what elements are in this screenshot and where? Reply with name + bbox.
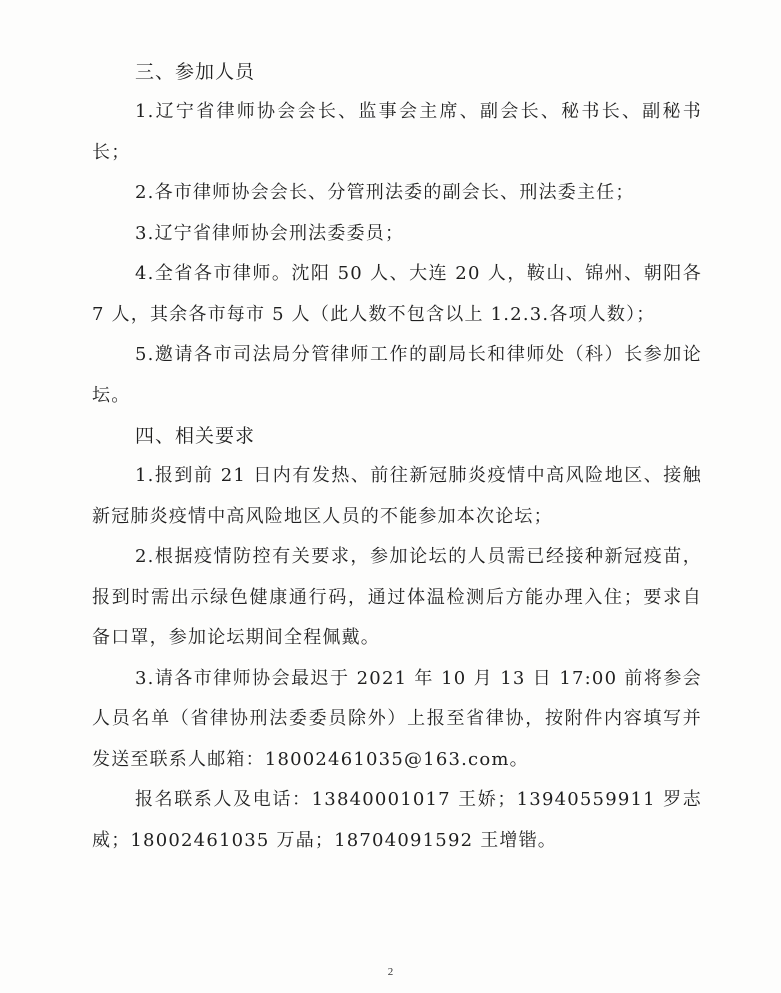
- requirements-item-2: 2.根据疫情防控有关要求，参加论坛的人员需已经接种新冠疫苗，报到时需出示绿色健康通行码，通过体温检测后方能办理入住；要求自备口罩，参加论坛期间全程佩戴。: [92, 546, 702, 648]
- participants-item-2: 2.各市律师协会会长、分管刑法委的副会长、刑法委主任；: [135, 182, 635, 203]
- requirements-item-1: 1.报到前 21 日内有发热、前往新冠肺炎疫情中高风险地区、接触新冠肺炎疫情中高风险地区人员的不能参加本次论坛；: [92, 465, 702, 527]
- participants-item-3: 3.辽宁省律师协会刑法委委员；: [135, 222, 405, 244]
- participants-item-4: 4.全省各市律师。沈阳 50 人、大连 20 人，鞍山、锦州、朝阳各 7 人，其余各市每市 5 人（此人数不包含以上 1.2.3.各项人数）；: [92, 263, 702, 325]
- document-body: [92, 52, 702, 861]
- section-heading-participants: 三、参加人员: [135, 61, 256, 83]
- page-number: 2: [387, 966, 394, 978]
- requirements-item-3: 3.请各市律师协会最迟于 2021 年 10 月 13 日 17:00 前将参会人员名单（省律协刑法委委员除外）上报至省律协，按附件内容填写并发送至联系人邮箱：18002461035@163.com。: [92, 667, 702, 770]
- contact-info: 报名联系人及电话：13840001017 王娇；13940559911 罗志威；18002461035 万晶；18704091592 王增锴。: [92, 789, 702, 851]
- participants-item-1: 1.辽宁省律师协会会长、监事会主席、副会长、秘书长、副秘书长；: [92, 101, 702, 163]
- section-heading-requirements: 四、相关要求: [135, 425, 256, 447]
- participants-item-5: 5.邀请各市司法局分管律师工作的副局长和律师处（科）长参加论坛。: [92, 344, 702, 406]
